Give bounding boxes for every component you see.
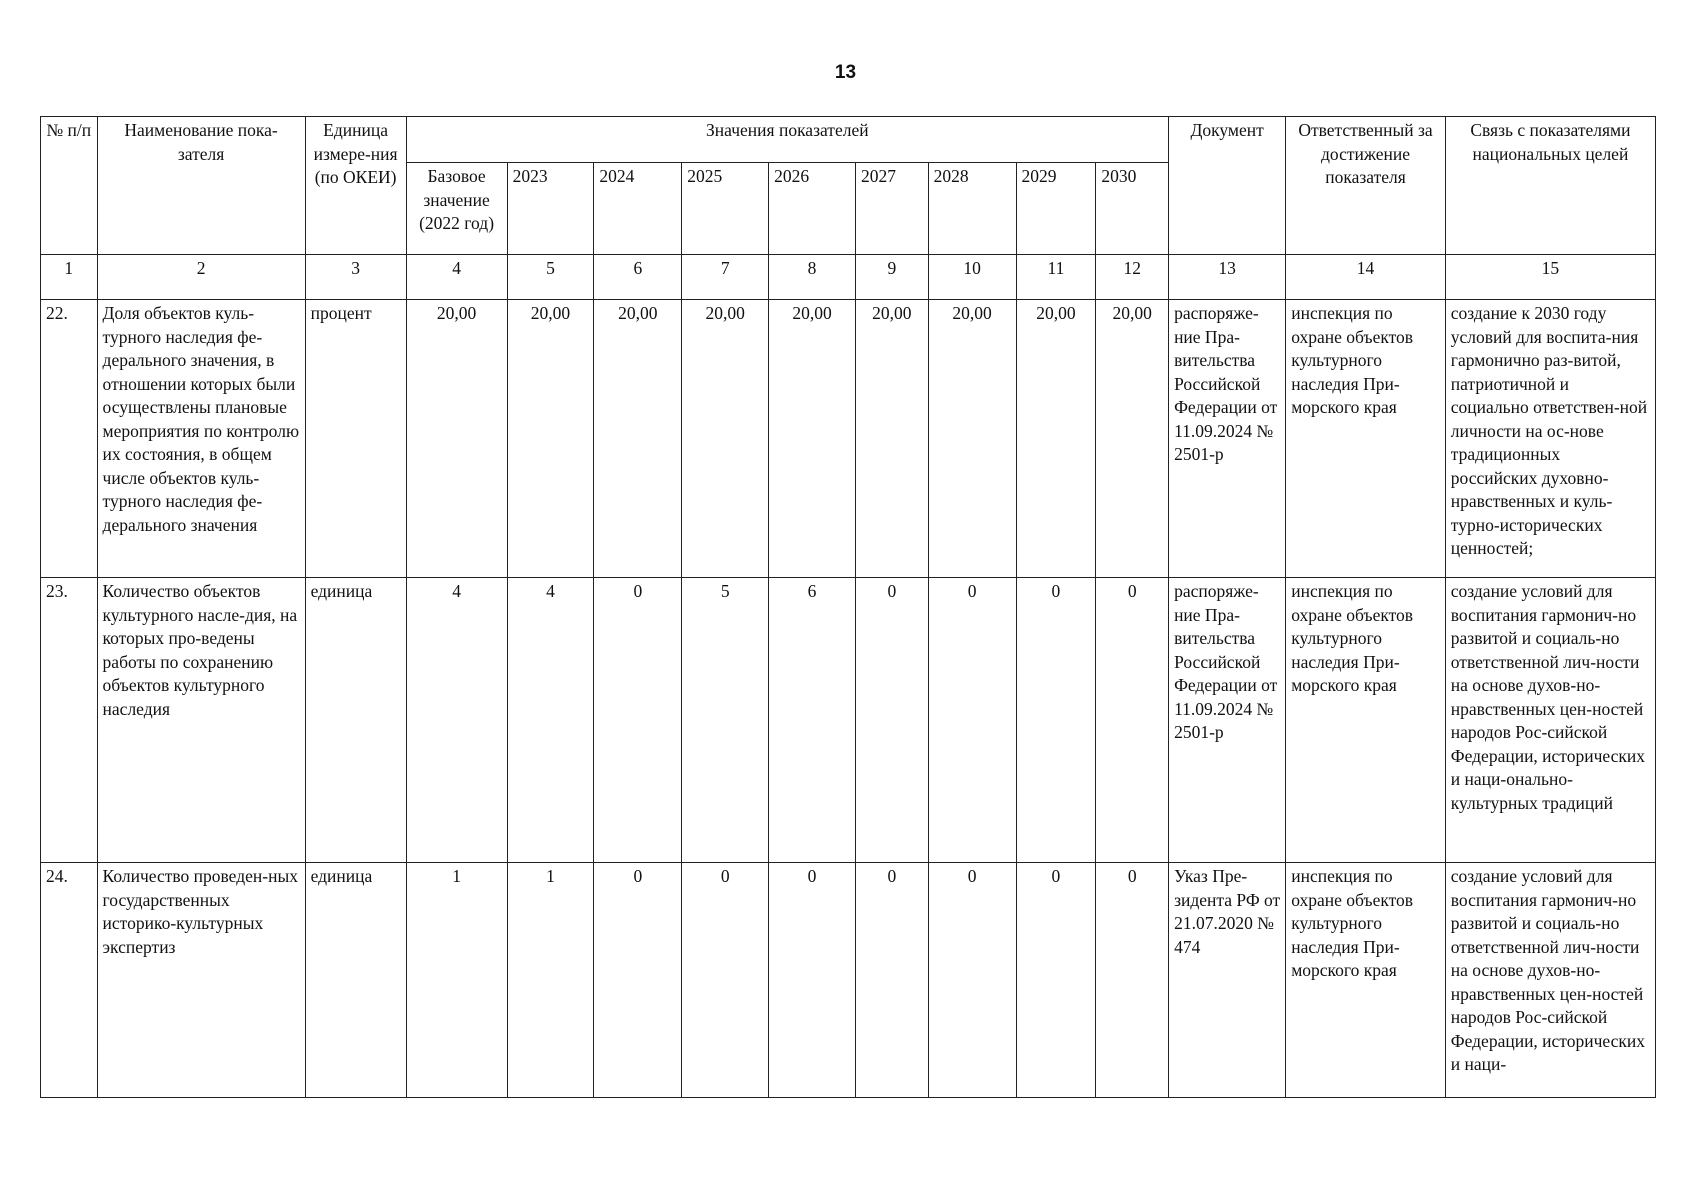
indicator-name: Количество объектов культурного насле-дия, на которых про-ведены работы по сохранению объектов культурного наследия bbox=[97, 578, 305, 863]
value-cell: 5 bbox=[682, 578, 769, 863]
column-number: 3 bbox=[305, 255, 406, 300]
unit-cell: единица bbox=[305, 578, 406, 863]
page-number: 13 bbox=[834, 62, 857, 83]
value-cell: 0 bbox=[594, 863, 682, 1098]
responsible-cell: инспекция по охране объектов культурного наследия При-морского края bbox=[1286, 863, 1446, 1098]
value-cell: 20,00 bbox=[1096, 300, 1169, 578]
value-cell: 0 bbox=[928, 578, 1016, 863]
row-number: 22. bbox=[41, 300, 98, 578]
responsible-cell: инспекция по охране объектов культурного наследия При-морского края bbox=[1286, 300, 1446, 578]
value-cell: 0 bbox=[594, 578, 682, 863]
value-cell: 20,00 bbox=[769, 300, 856, 578]
column-number: 5 bbox=[507, 255, 594, 300]
row-number: 23. bbox=[41, 578, 98, 863]
value-cell: 4 bbox=[507, 578, 594, 863]
value-cell: 0 bbox=[855, 863, 928, 1098]
column-number: 8 bbox=[769, 255, 856, 300]
column-number: 9 bbox=[855, 255, 928, 300]
header-values-group: Значения показателей bbox=[406, 117, 1168, 163]
header-year: 2028 bbox=[928, 163, 1016, 255]
header-year: 2027 bbox=[855, 163, 928, 255]
value-cell: 1 bbox=[507, 863, 594, 1098]
header-document: Документ bbox=[1169, 117, 1286, 255]
column-number: 15 bbox=[1445, 255, 1655, 300]
table-row bbox=[41, 300, 1656, 578]
header-year: 2029 bbox=[1016, 163, 1096, 255]
column-number: 7 bbox=[682, 255, 769, 300]
column-number: 1 bbox=[41, 255, 98, 300]
column-number: 6 bbox=[594, 255, 682, 300]
value-cell: 20,00 bbox=[928, 300, 1016, 578]
header-name: Наименование пока-зателя bbox=[97, 117, 305, 255]
indicator-name: Количество проведен-ных государственных историко-культурных экспертиз bbox=[97, 863, 305, 1098]
column-number: 11 bbox=[1016, 255, 1096, 300]
value-cell: 20,00 bbox=[1016, 300, 1096, 578]
value-cell: 0 bbox=[855, 578, 928, 863]
header-unit: Единица измере-ния (по ОКЕИ) bbox=[305, 117, 406, 255]
row-number: 24. bbox=[41, 863, 98, 1098]
document-cell: Указ Пре-зидента РФ от 21.07.2020 № 474 bbox=[1169, 863, 1286, 1098]
header-year: 2023 bbox=[507, 163, 594, 255]
value-cell: 0 bbox=[1016, 863, 1096, 1098]
value-cell: 20,00 bbox=[682, 300, 769, 578]
value-cell: 20,00 bbox=[594, 300, 682, 578]
column-number: 2 bbox=[97, 255, 305, 300]
value-cell: 1 bbox=[406, 863, 507, 1098]
column-number: 10 bbox=[928, 255, 1016, 300]
column-number: 13 bbox=[1169, 255, 1286, 300]
national-goal-link-cell: создание условий для воспитания гармонич-но развитой и социаль-но ответственной лич-ности на основе духов-но-нравственных цен-ностей народов Рос-сийской Федерации, исторических и наци- bbox=[1445, 863, 1655, 1098]
value-cell: 20,00 bbox=[507, 300, 594, 578]
value-cell: 20,00 bbox=[855, 300, 928, 578]
header-year: 2024 bbox=[594, 163, 682, 255]
header-year: 2030 bbox=[1096, 163, 1169, 255]
indicators-table bbox=[40, 116, 1656, 1098]
value-cell: 0 bbox=[1016, 578, 1096, 863]
column-number: 4 bbox=[406, 255, 507, 300]
column-number: 14 bbox=[1286, 255, 1446, 300]
value-cell: 0 bbox=[682, 863, 769, 1098]
national-goal-link-cell: создание к 2030 году условий для воспита-ния гармонично раз-витой, патриотичной и социально ответствен-ной личности на ос-нове традиционных российских духовно-нравственных и куль-турно-исторических ценностей; bbox=[1445, 300, 1655, 578]
unit-cell: единица bbox=[305, 863, 406, 1098]
table-row bbox=[41, 863, 1656, 1098]
header-year: 2026 bbox=[769, 163, 856, 255]
value-cell: 4 bbox=[406, 578, 507, 863]
document-cell: распоряже-ние Пра-вительства Российской Федерации от 11.09.2024 № 2501-р bbox=[1169, 300, 1286, 578]
indicator-name: Доля объектов куль-турного наследия фе-дерального значения, в отношении которых были осуществлены плановые мероприятия по контролю их состояния, в общем числе объектов куль-турного наследия фе-дерального значения bbox=[97, 300, 305, 578]
responsible-cell: инспекция по охране объектов культурного наследия При-морского края bbox=[1286, 578, 1446, 863]
value-cell: 0 bbox=[1096, 578, 1169, 863]
document-cell: распоряже-ние Пра-вительства Российской Федерации от 11.09.2024 № 2501-р bbox=[1169, 578, 1286, 863]
column-numbers-row bbox=[41, 255, 1656, 300]
value-cell: 0 bbox=[769, 863, 856, 1098]
header-link: Связь с показателями национальных целей bbox=[1445, 117, 1655, 255]
value-cell: 0 bbox=[928, 863, 1016, 1098]
value-cell: 6 bbox=[769, 578, 856, 863]
national-goal-link-cell: создание условий для воспитания гармонич-но развитой и социаль-но ответственной лич-ности на основе духов-но-нравственных цен-ностей народов Рос-сийской Федерации, исторических и наци-онально-культурных традиций bbox=[1445, 578, 1655, 863]
header-responsible: Ответственный за достижение показателя bbox=[1286, 117, 1446, 255]
header-row-1 bbox=[41, 117, 1656, 163]
unit-cell: процент bbox=[305, 300, 406, 578]
table-row bbox=[41, 578, 1656, 863]
header-base-value: Базовое значение (2022 год) bbox=[406, 163, 507, 255]
header-no: № п/п bbox=[41, 117, 98, 255]
header-year: 2025 bbox=[682, 163, 769, 255]
value-cell: 0 bbox=[1096, 863, 1169, 1098]
value-cell: 20,00 bbox=[406, 300, 507, 578]
column-number: 12 bbox=[1096, 255, 1169, 300]
